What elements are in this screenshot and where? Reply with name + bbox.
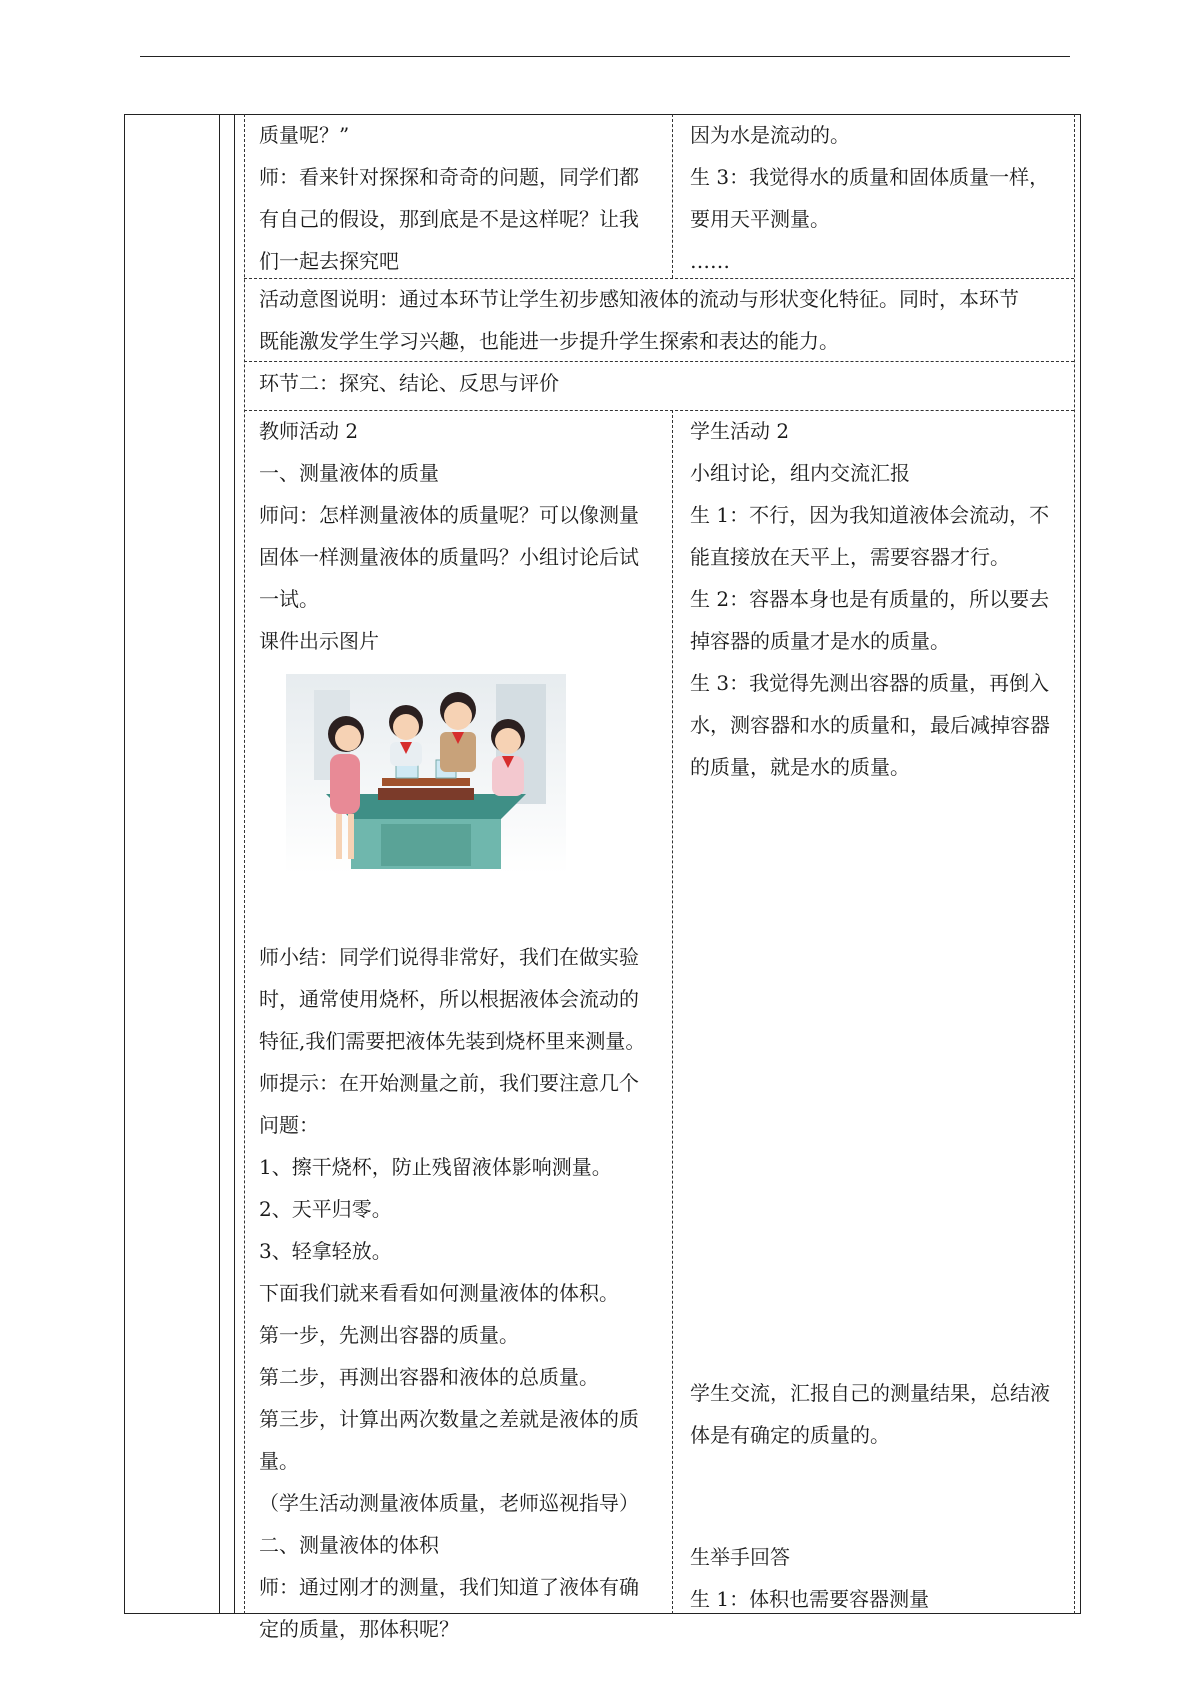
- text-line: （学生活动测量液体质量，老师巡视指导）: [259, 1491, 639, 1515]
- text-line: 一试。: [259, 587, 319, 611]
- text-line: 1、擦干烧杯，防止残留液体影响测量。: [259, 1155, 612, 1179]
- dashed-left-border: [244, 114, 245, 1614]
- text-line: 要用天平测量。: [690, 207, 830, 231]
- text-line: 生 2：容器本身也是有质量的，所以要去: [690, 587, 1050, 611]
- text-line: 固体一样测量液体的质量吗？小组讨论后试: [259, 545, 639, 569]
- text-line: 问题：: [259, 1113, 319, 1137]
- text-line: 一、测量液体的质量: [259, 461, 439, 485]
- text-line: 质量呢？”: [259, 123, 350, 147]
- text-line: 师提示：在开始测量之前，我们要注意几个: [259, 1071, 639, 1095]
- text-line: 体是有确定的质量的。: [690, 1423, 890, 1447]
- text-line: 师问：怎样测量液体的质量呢？可以像测量: [259, 503, 639, 527]
- text-line: 定的质量，那体积呢？: [259, 1617, 459, 1641]
- text-line: 有自己的假设，那到底是不是这样呢？让我: [259, 207, 639, 231]
- text-line: 师：看来针对探探和奇奇的问题，同学们都: [259, 165, 639, 189]
- text-line: 既能激发学生学习兴趣，也能进一步提升学生探索和表达的能力。: [259, 329, 839, 353]
- activity-intent: [259, 278, 1069, 362]
- students-measuring-illustration: [286, 674, 566, 874]
- text-line: 学生活动 2: [690, 419, 790, 443]
- text-line: 生 3：我觉得先测出容器的质量，再倒入: [690, 671, 1050, 695]
- header-rule: [140, 56, 1070, 57]
- text-line: 量。: [259, 1449, 299, 1473]
- text-line: 能直接放在天平上，需要容器才行。: [690, 545, 1010, 569]
- text-line: 课件出示图片: [259, 629, 379, 653]
- text-line: 生举手回答: [690, 1545, 790, 1569]
- text-line: 第二步，再测出容器和液体的总质量。: [259, 1365, 599, 1389]
- student-activity-part-b: [690, 1372, 1070, 1456]
- column-divider-1: [219, 114, 220, 1614]
- student-text-top: [690, 114, 1070, 282]
- content-area: [244, 114, 1078, 1641]
- text-line: 师：通过刚才的测量，我们知道了液体有确: [259, 1575, 639, 1599]
- student-activity-part-a: [690, 410, 1070, 788]
- text-line: 水，测容器和水的质量和，最后减掉容器: [690, 713, 1050, 737]
- text-line: 师小结：同学们说得非常好，我们在做实验: [259, 945, 639, 969]
- text-line: 二、测量液体的体积: [259, 1533, 439, 1557]
- text-line: 特征,我们需要把液体先装到烧杯里来测量。: [259, 1029, 646, 1053]
- text-line: 掉容器的质量才是水的质量。: [690, 629, 950, 653]
- text-line: 因为水是流动的。: [690, 123, 850, 147]
- text-line: 活动意图说明：通过本环节让学生初步感知液体的流动与形状变化特征。同时，本环节: [259, 287, 1019, 311]
- text-line: 第一步，先测出容器的质量。: [259, 1323, 519, 1347]
- text-line: 3、轻拿轻放。: [259, 1239, 392, 1263]
- text-line: 小组讨论，组内交流汇报: [690, 461, 910, 485]
- column-divider-2: [234, 114, 235, 1614]
- text-line: 2、天平归零。: [259, 1197, 392, 1221]
- teacher-activity-part-b: [259, 936, 679, 1650]
- text-line: 学生交流，汇报自己的测量结果，总结液: [690, 1381, 1050, 1405]
- text-line: 生 1：不行，因为我知道液体会流动，不: [690, 503, 1050, 527]
- dashed-right-border: [1074, 114, 1075, 1614]
- text-line: ……: [690, 249, 730, 273]
- text-line: 们一起去探究吧: [259, 249, 399, 273]
- student-activity-part-c: [690, 1536, 1070, 1620]
- text-line: 教师活动 2: [259, 419, 359, 443]
- text-line: 下面我们就来看看如何测量液体的体积。: [259, 1281, 619, 1305]
- text-line: 的质量，就是水的质量。: [690, 755, 910, 779]
- text-line: 时，通常使用烧杯，所以根据液体会流动的: [259, 987, 639, 1011]
- teacher-activity-part-a: [259, 410, 679, 662]
- text-line: 生 1：体积也需要容器测量: [690, 1587, 930, 1611]
- section-title: 环节二：探究、结论、反思与评价: [259, 371, 559, 395]
- teacher-text-top: [259, 114, 679, 282]
- text-line: 第三步，计算出两次数量之差就是液体的质: [259, 1407, 639, 1431]
- text-line: 生 3：我觉得水的质量和固体质量一样，: [690, 165, 1050, 189]
